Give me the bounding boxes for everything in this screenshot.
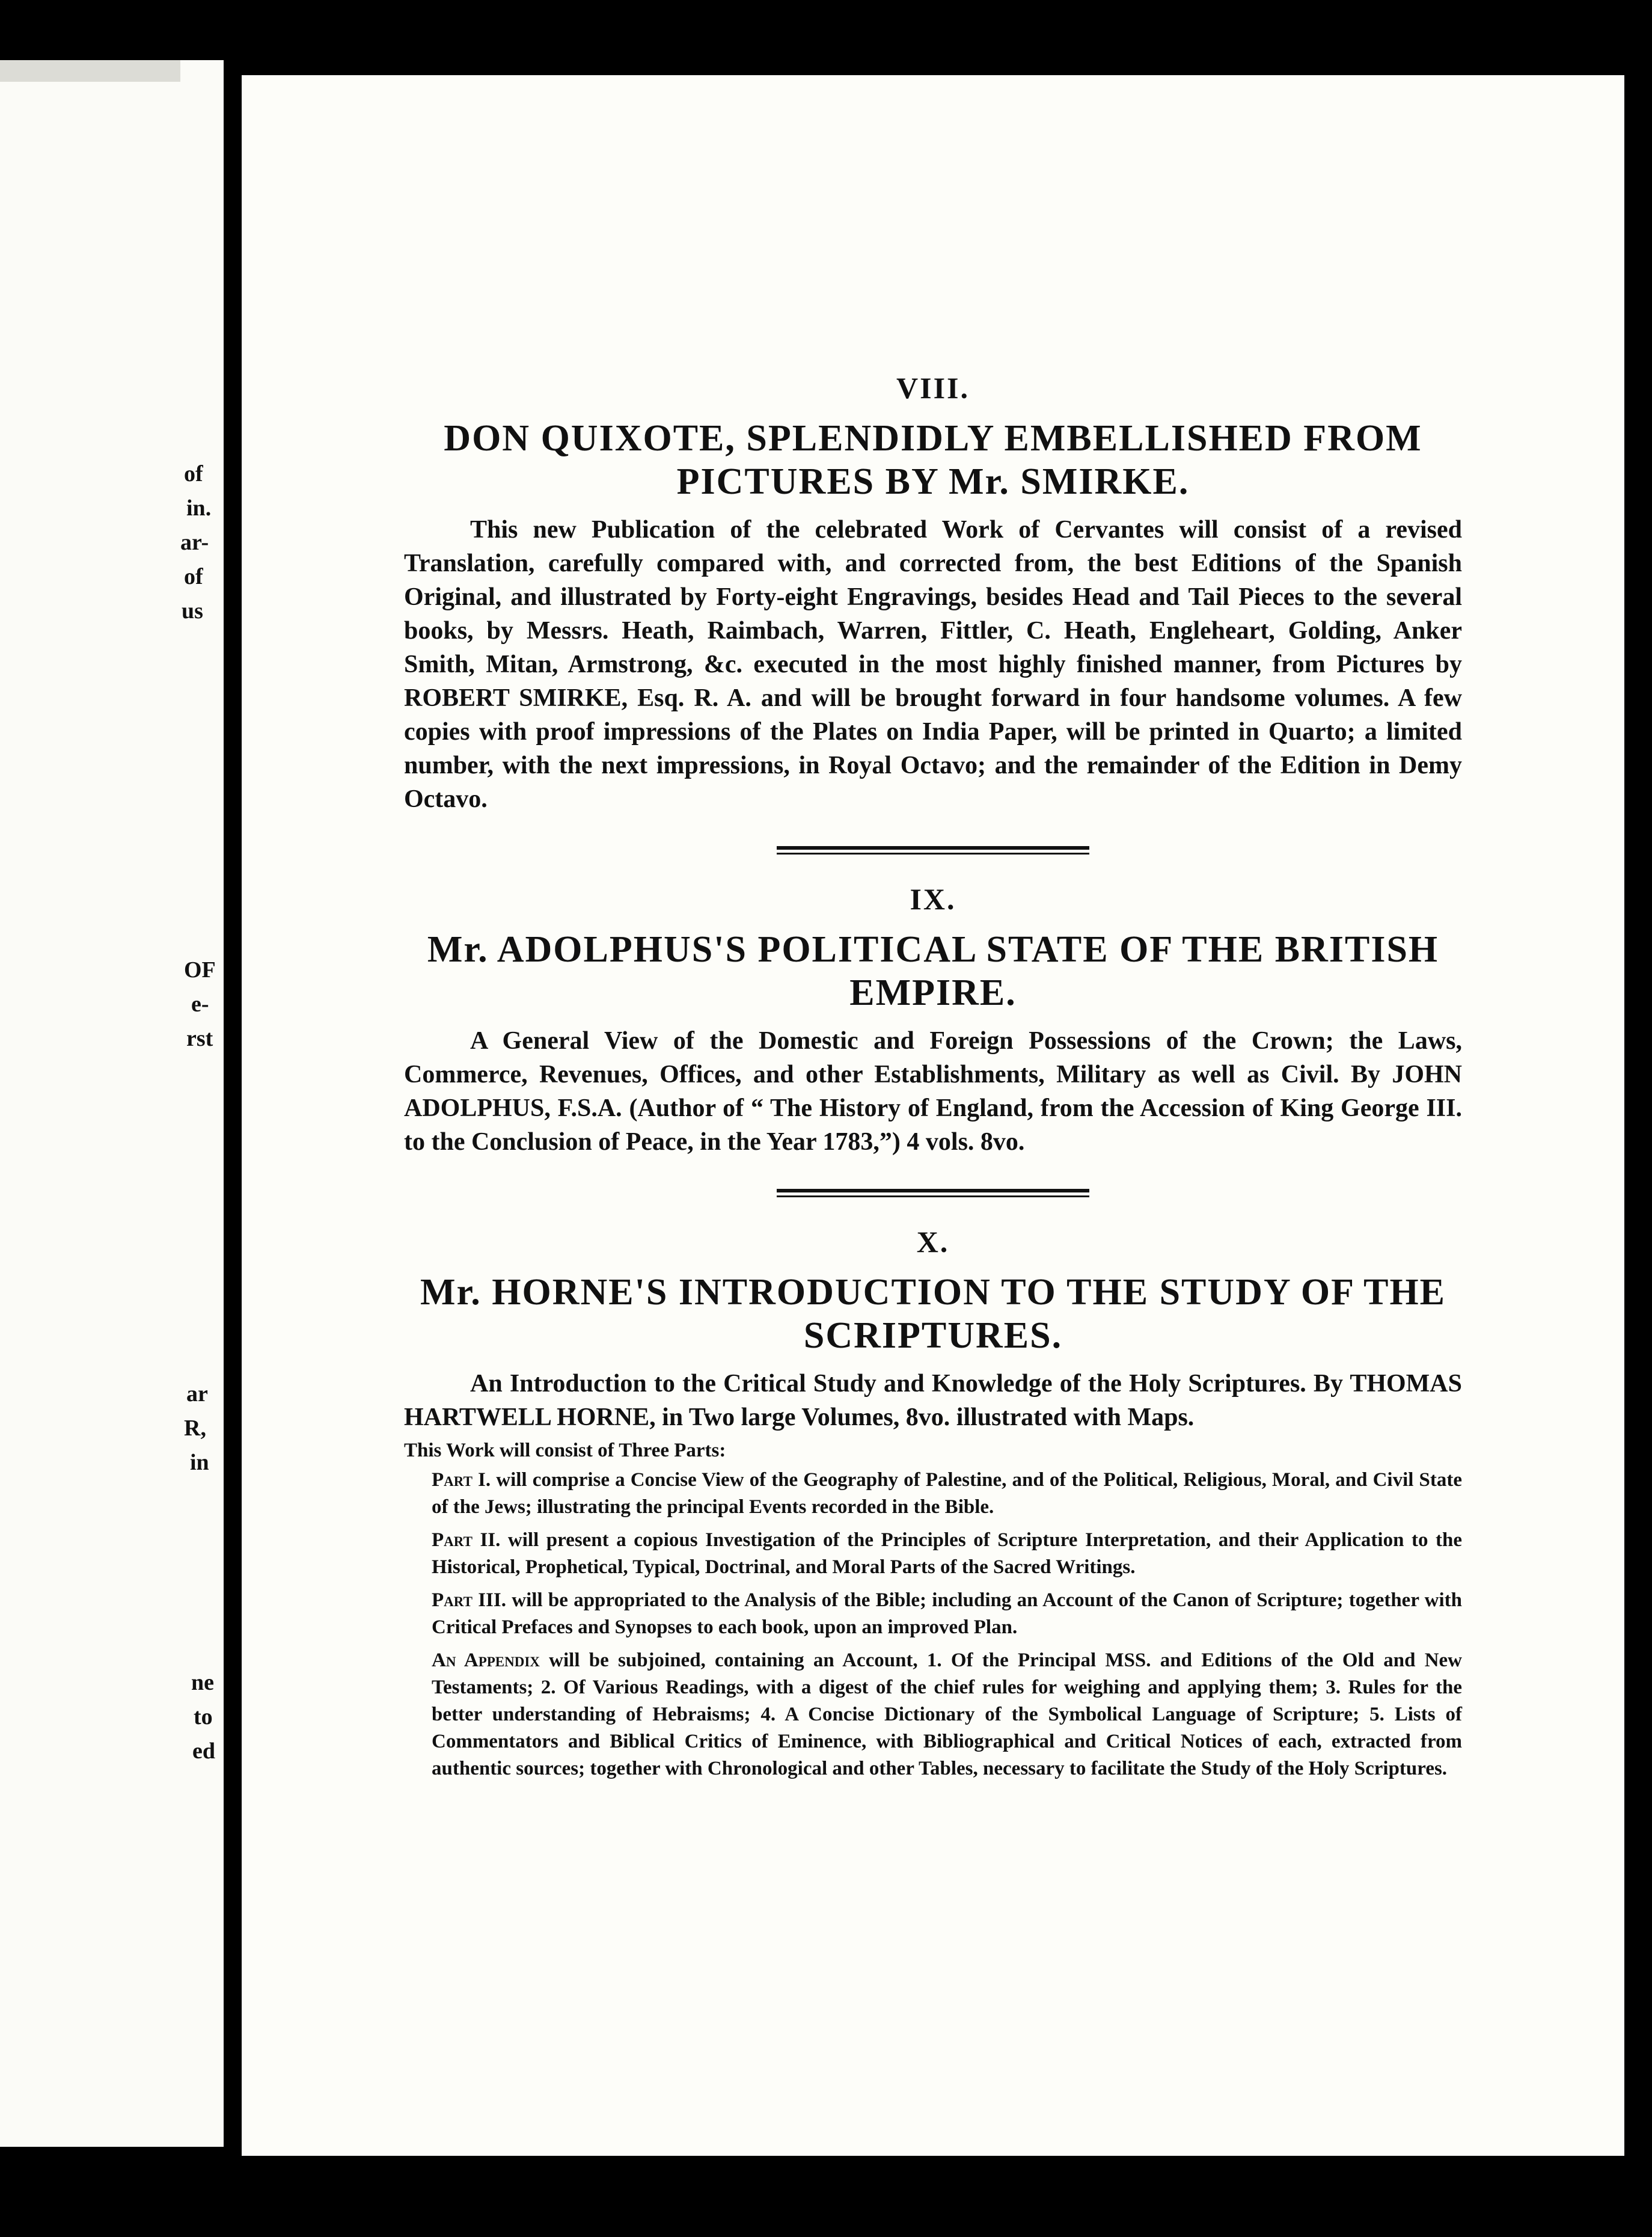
left-page-text-group-1	[0, 457, 224, 628]
section-viii	[404, 370, 1462, 816]
section-title: DON QUIXOTE, SPLENDIDLY EMBELLISHED FROM PICTURES BY Mr. SMIRKE.	[444, 418, 1422, 502]
left-fragment: ne	[191, 1670, 214, 1695]
left-fragment: ed	[192, 1738, 215, 1764]
parts-subheading: This Work will consist of Three Parts:	[404, 1440, 726, 1461]
section-body: A General View of the Domestic and Foreign Possessions of the Crown; the Laws, Commerce, Revenues, Offices, and other Establishments, Military as well as Civil. By JOHN ADOLPHUS, F.S.A. (Author of “ The History of England, from the Accession of King George III. to the Conclusion of Peace, in the Year 1783,”) 4 vols. 8vo.	[404, 1027, 1462, 1156]
double-rule	[777, 846, 1089, 856]
section-numeral: IX.	[910, 882, 956, 916]
section-body: This new Publication of the celebrated Work of Cervantes will consist of a revised Translation, carefully compared with, and corrected from, the best Editions of the Spanish Original, and illustrated by Forty-eight Engravings, besides Head and Tail Pieces to the several books, by Messrs. Heath, Raimbach, Warren, Fittler, C. Heath, Engleheart, Golding, Anker Smith, Mitan, Armstrong, &c. executed in the most highly finished manner, from Pictures by ROBERT SMIRKE, Esq. R. A. and will be brought forward in four handsome volumes. A few copies with proof impressions of the Plates on India Paper, will be printed in Quarto; a limited number, with the next impressions, in Royal Octavo; and the remainder of the Edition in Demy Octavo.	[404, 516, 1462, 813]
left-fragment: of	[184, 461, 203, 486]
left-fragment: R,	[184, 1416, 206, 1441]
left-page-text-group-2	[0, 953, 224, 1056]
left-fragment: ar-	[180, 530, 209, 555]
left-fragment: rst	[186, 1026, 213, 1051]
left-fragment: OF	[184, 957, 216, 983]
left-fragment: ar	[186, 1381, 208, 1407]
section-title: Mr. ADOLPHUS'S POLITICAL STATE OF THE BRITISH EMPIRE.	[427, 929, 1439, 1013]
left-fragment: in.	[186, 496, 212, 521]
part-label: Part II.	[432, 1529, 501, 1551]
part-text: will present a copious Investigation of the Principles of Scripture Interpretation, and their Application to the Historical, Prophetical, Typical, Doctrinal, and Moral Parts of the Sacred Writings.	[432, 1529, 1462, 1578]
page-content	[404, 370, 1462, 1788]
left-fragment: to	[194, 1704, 213, 1729]
main-page	[242, 75, 1624, 2156]
part-label: Part III.	[432, 1589, 506, 1611]
left-page-text-group-3	[0, 1377, 224, 1480]
section-ix	[404, 881, 1462, 1159]
section-title: Mr. HORNE'S INTRODUCTION TO THE STUDY OF THE SCRIPTURES.	[420, 1272, 1446, 1356]
left-fragment: us	[182, 598, 203, 624]
part-text: will comprise a Concise View of the Geography of Palestine, and of the Political, Religious, Moral, and Civil State of the Jews; illustrating the principal Events recorded in the Bible.	[432, 1469, 1463, 1518]
section-body: An Introduction to the Critical Study and Knowledge of the Holy Scriptures. By THOMAS HARTWELL HORNE, in Two large Volumes, 8vo. illustrated with Maps.	[404, 1370, 1462, 1431]
book-gutter	[224, 60, 242, 2147]
left-page-text-group-4	[0, 1666, 224, 1769]
left-page-edge	[0, 60, 180, 82]
section-divider	[404, 846, 1462, 856]
part-entry	[404, 1467, 1462, 1521]
section-numeral: X.	[916, 1225, 950, 1259]
part-entry	[404, 1527, 1462, 1581]
appendix-label: An Appendix	[432, 1649, 540, 1671]
part-text: will be appropriated to the Analysis of the Bible; including an Account of the Canon of Scripture; together with Critical Prefaces and Synopses to each book, upon an improved Plan.	[432, 1589, 1463, 1638]
part-label: Part I.	[432, 1469, 491, 1491]
left-fragment: in	[190, 1450, 209, 1475]
section-x	[404, 1224, 1462, 1782]
section-divider	[404, 1189, 1462, 1198]
double-rule	[777, 1189, 1089, 1198]
appendix-entry	[404, 1647, 1462, 1782]
left-page	[0, 60, 224, 2147]
section-numeral: VIII.	[896, 371, 970, 405]
left-fragment: of	[184, 564, 203, 589]
appendix-text: will be subjoined, containing an Account, 1. Of the Principal MSS. and Editions of the Old and New Testaments; 2. Of Various Readings, with a digest of the chief rules for weighing and applying them; 3. Rules for the better understanding of Hebraisms; 4. A Concise Dictionary of the Symbolical Language of Scripture; 5. Lists of Commentators and Biblical Critics of Eminence, with Bibliographical and Critical Notices of each, extracted from authentic sources; together with Chronological and other Tables, necessary to facilitate the Study of the Holy Scriptures.	[432, 1649, 1463, 1779]
part-entry	[404, 1587, 1462, 1641]
left-fragment: e-	[191, 992, 209, 1017]
